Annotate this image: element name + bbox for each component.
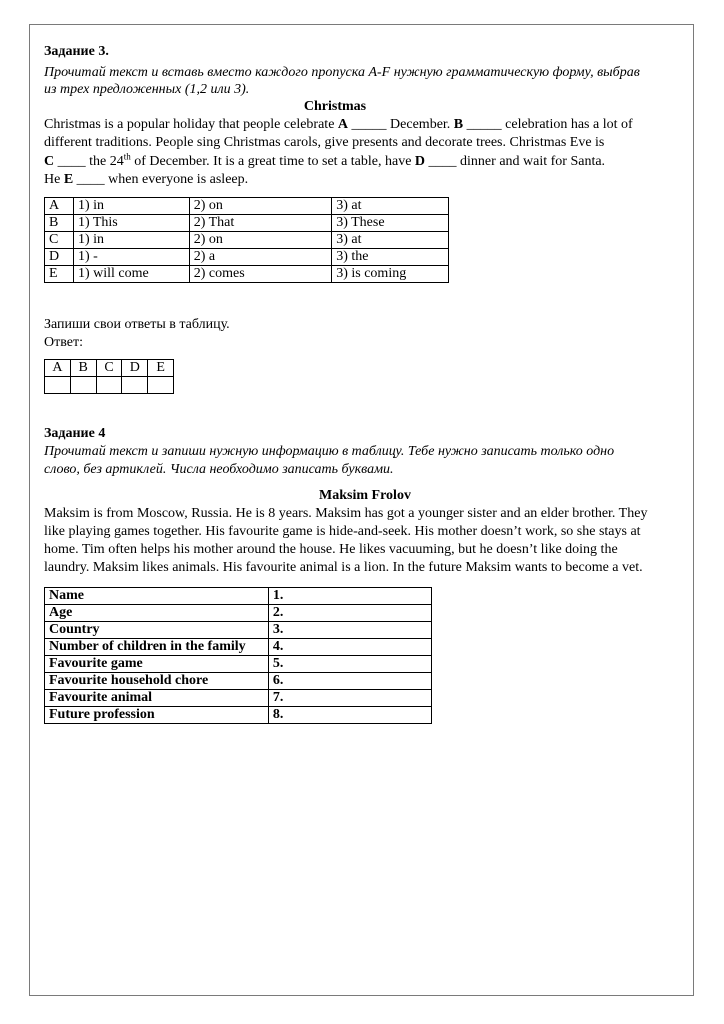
task4-text-line: Maksim is from Moscow, Russia. He is 8 years. Maksim has got a younger sister and an elder brother. They (44, 506, 648, 521)
option-letter: B (45, 215, 74, 232)
info-label: Age (45, 605, 269, 622)
option-3: 3) at (332, 198, 449, 215)
info-label: Favourite animal (45, 690, 269, 707)
option-letter: A (45, 198, 74, 215)
answer-header: D (122, 360, 148, 377)
info-answer-cell[interactable]: 3. (268, 622, 431, 639)
task3-text-line1 (44, 116, 633, 134)
table-row (45, 588, 432, 605)
options-table (44, 197, 449, 283)
text-segment: _____ celebration has a lot of (463, 117, 633, 132)
info-answer-cell[interactable]: 7. (268, 690, 431, 707)
table-row (45, 622, 432, 639)
info-answer-cell[interactable]: 2. (268, 605, 431, 622)
text-segment: ____ when everyone is asleep. (73, 172, 249, 187)
answer-header: A (45, 360, 71, 377)
answer-cell-a[interactable] (45, 377, 71, 394)
answer-cell-e[interactable] (148, 377, 174, 394)
table-row (45, 673, 432, 690)
option-1: 1) in (73, 198, 189, 215)
info-label: Number of children in the family (45, 639, 269, 656)
option-2: 2) That (189, 215, 332, 232)
info-label: Name (45, 588, 269, 605)
answer-label: Ответ: (44, 335, 83, 350)
option-2: 2) a (189, 249, 332, 266)
answer-input-row (45, 377, 174, 394)
gap-letter: A (337, 117, 349, 132)
task3-text-line4 (44, 171, 248, 189)
table-row (45, 198, 449, 215)
task3-instruction-line2: из трех предложенных (1,2 или 3). (44, 82, 250, 97)
task3-heading: Задание 3. (44, 44, 109, 59)
info-answer-cell[interactable]: 6. (268, 673, 431, 690)
text-segment: _____ December. (348, 117, 454, 132)
text-segment: of December. It is a great time to set a table, have (130, 154, 415, 169)
task3-text-title: Christmas (303, 99, 367, 114)
table-row (45, 656, 432, 673)
answer-cell-c[interactable] (96, 377, 122, 394)
info-label: Favourite household chore (45, 673, 269, 690)
task3-text-line2: different traditions. People sing Christmas carols, give presents and decorate trees. Christmas Eve is (44, 135, 605, 150)
option-2: 2) on (189, 198, 332, 215)
info-table (44, 587, 432, 724)
option-letter: E (45, 266, 74, 283)
text-segment: He (44, 172, 64, 187)
option-1: 1) will come (73, 266, 189, 283)
table-row (45, 215, 449, 232)
task3-text-line3 (44, 153, 605, 171)
task4-text-line: like playing games together. His favourite game is hide-and-seek. His mother doesn’t work, so she stays at (44, 524, 641, 539)
answer-table (44, 359, 174, 394)
table-row (45, 249, 449, 266)
task4-text-line: laundry. Maksim likes animals. His favourite animal is a lion. In the future Maksim wants to become a vet. (44, 560, 643, 575)
task4-instruction-line1: Прочитай текст и запиши нужную информацию в таблицу. Тебе нужно записать только одно (44, 444, 615, 459)
text-segment: ____ dinner and wait for Santa. (425, 154, 606, 169)
info-answer-cell[interactable]: 1. (268, 588, 431, 605)
table-row (45, 639, 432, 656)
superscript: th (123, 151, 131, 162)
option-1: 1) in (73, 232, 189, 249)
answer-header-row (45, 360, 174, 377)
info-answer-cell[interactable]: 4. (268, 639, 431, 656)
answer-header: B (70, 360, 96, 377)
info-label: Future profession (45, 707, 269, 724)
gap-letter: E (63, 172, 74, 187)
option-letter: C (45, 232, 74, 249)
option-3: 3) These (332, 215, 449, 232)
answer-header: E (148, 360, 174, 377)
task4-text-line: home. Tim often helps his mother around the house. He likes vacuuming, but he doesn’t like doing the (44, 542, 618, 557)
table-row (45, 232, 449, 249)
task4-instruction-line2: слово, без артиклей. Числа необходимо записать буквами. (44, 462, 394, 477)
answer-cell-d[interactable] (122, 377, 148, 394)
task4-text-title: Maksim Frolov (319, 488, 411, 503)
info-label: Country (45, 622, 269, 639)
table-row (45, 266, 449, 283)
option-1: 1) - (73, 249, 189, 266)
text-segment: ____ the 24 (54, 154, 124, 169)
option-1: 1) This (73, 215, 189, 232)
gap-letter: B (453, 117, 464, 132)
info-answer-cell[interactable]: 5. (268, 656, 431, 673)
option-2: 2) comes (189, 266, 332, 283)
option-2: 2) on (189, 232, 332, 249)
info-label: Favourite game (45, 656, 269, 673)
gap-letter: C (44, 154, 55, 169)
option-3: 3) at (332, 232, 449, 249)
task3-instruction-line1: Прочитай текст и вставь вместо каждого пропуска A-F нужную грамматическую форму, выбрав (44, 65, 640, 80)
table-row (45, 605, 432, 622)
option-3: 3) is coming (332, 266, 449, 283)
table-row (45, 707, 432, 724)
gap-letter: D (414, 154, 426, 169)
text-segment: Christmas is a popular holiday that people celebrate (44, 117, 338, 132)
answer-header: C (96, 360, 122, 377)
answer-cell-b[interactable] (70, 377, 96, 394)
table-row (45, 690, 432, 707)
task4-heading: Задание 4 (44, 426, 106, 441)
info-answer-cell[interactable]: 8. (268, 707, 431, 724)
option-3: 3) the (332, 249, 449, 266)
option-letter: D (45, 249, 74, 266)
answer-prompt: Запиши свои ответы в таблицу. (44, 317, 230, 332)
